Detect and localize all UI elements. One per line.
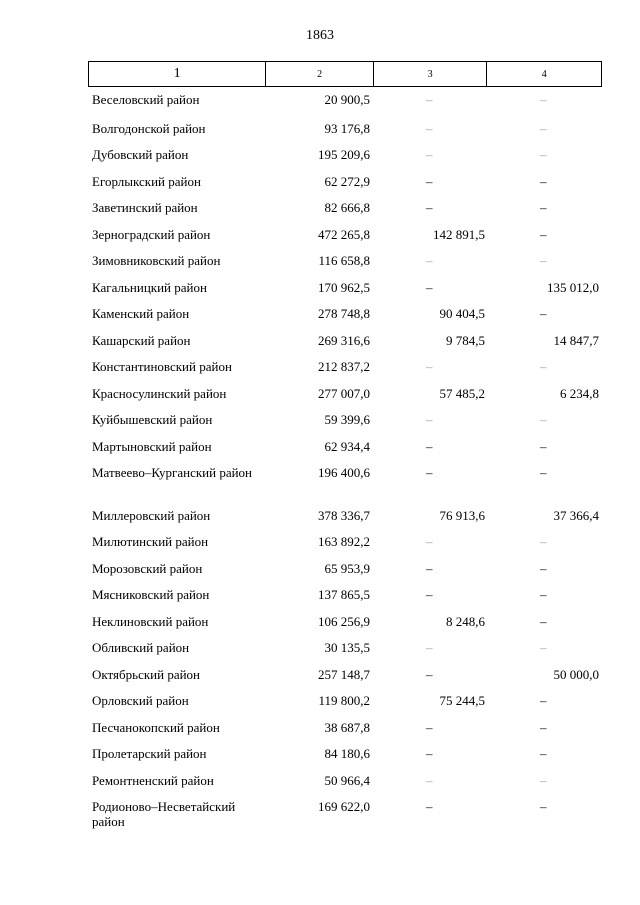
value-col-2: 277 007,0 [318,386,370,401]
value-col-3: – [426,746,433,761]
value-col-3: – [426,359,433,374]
district-name: Кагальницкий район [92,280,207,295]
value-col-2: 50 966,4 [324,773,370,788]
value-col-3: – [426,412,433,427]
header-col-2: 2 [266,62,374,86]
value-col-3: 142 891,5 [433,227,485,242]
district-name: Милютинский район [92,534,209,549]
value-col-4: – [540,587,547,602]
district-name: Зерноградский район [92,227,211,242]
value-col-3: – [426,561,433,576]
value-col-2: 20 900,5 [324,92,370,107]
value-col-4: – [540,614,547,629]
district-name: Каменский район [92,306,190,321]
value-col-2: 472 265,8 [318,227,370,242]
page-number: 1863 [306,28,334,43]
district-name: Орловский район [92,693,189,708]
value-col-3: 90 404,5 [439,306,485,321]
district-name: Песчанокопский район [92,720,220,735]
value-col-3: – [426,465,433,480]
value-col-3: 76 913,6 [439,508,485,523]
value-col-4: – [540,253,547,268]
value-col-4: – [540,693,547,708]
value-col-3: – [426,799,433,814]
district-name: Родионово–Несветайский район [92,799,236,829]
value-col-2: 82 666,8 [324,200,370,215]
district-name: Пролетарский район [92,746,207,761]
value-col-2: 38 687,8 [324,720,370,735]
value-col-4: 6 234,8 [560,386,599,401]
value-col-2: 30 135,5 [324,640,370,655]
district-name: Октябрьский район [92,667,200,682]
value-col-3: 8 248,6 [446,614,485,629]
district-name: Мартыновский район [92,439,212,454]
value-col-4: 135 012,0 [547,280,599,295]
value-col-2: 212 837,2 [318,359,370,374]
value-col-3: – [426,667,433,682]
value-col-4: – [540,746,547,761]
district-name: Неклиновский район [92,614,209,629]
district-name: Волгодонской район [92,121,206,136]
district-name: Ремонтненский район [92,773,214,788]
value-col-2: 170 962,5 [318,280,370,295]
value-col-2: 59 399,6 [324,412,370,427]
value-col-2: 269 316,6 [318,333,370,348]
value-col-4: – [540,121,547,136]
district-name: Красносулинский район [92,386,227,401]
header-col-3: 3 [374,62,488,86]
value-col-4: – [540,561,547,576]
value-col-2: 163 892,2 [318,534,370,549]
value-col-3: – [426,720,433,735]
value-col-4: – [540,465,547,480]
value-col-3: – [426,439,433,454]
value-col-4: – [540,799,547,814]
value-col-3: 75 244,5 [439,693,485,708]
value-col-3: 9 784,5 [446,333,485,348]
value-col-2: 195 209,6 [318,147,370,162]
value-col-3: – [426,534,433,549]
value-col-2: 137 865,5 [318,587,370,602]
district-name: Миллеровский район [92,508,211,523]
value-col-3: – [426,174,433,189]
value-col-2: 116 658,8 [318,253,370,268]
district-name: Константиновский район [92,359,232,374]
value-col-4: 50 000,0 [553,667,599,682]
value-col-3: – [426,773,433,788]
value-col-4: – [540,439,547,454]
district-name: Дубовский район [92,147,189,162]
value-col-2: 196 400,6 [318,465,370,480]
value-col-4: 14 847,7 [553,333,599,348]
value-col-3: – [426,92,433,107]
value-col-3: – [426,253,433,268]
district-name: Куйбышевский район [92,412,213,427]
header-col-4: 4 [541,68,547,80]
value-col-3: – [426,147,433,162]
value-col-4: – [540,306,547,321]
value-col-3: – [426,280,433,295]
value-col-2: 62 272,9 [324,174,370,189]
value-col-2: 106 256,9 [318,614,370,629]
district-name: Заветинский район [92,200,198,215]
value-col-3: – [426,587,433,602]
table-header [88,61,602,87]
value-col-4: – [540,640,547,655]
value-col-2: 84 180,6 [324,746,370,761]
value-col-3: – [426,121,433,136]
value-col-4: – [540,534,547,549]
value-col-4: – [540,720,547,735]
value-col-2: 278 748,8 [318,306,370,321]
value-col-4: – [540,773,547,788]
value-col-4: – [540,412,547,427]
value-col-4: – [540,200,547,215]
value-col-2: 257 148,7 [318,667,370,682]
value-col-4: – [540,227,547,242]
header-col-1: 1 [89,62,266,86]
district-name: Кашарский район [92,333,191,348]
value-col-2: 169 622,0 [318,799,370,814]
value-col-4: 37 366,4 [553,508,599,523]
district-name: Егорлыкский район [92,174,201,189]
value-col-2: 62 934,4 [324,439,370,454]
district-name: Морозовский район [92,561,203,576]
value-col-3: 57 485,2 [439,386,485,401]
value-col-2: 93 176,8 [324,121,370,136]
district-name: Мясниковский район [92,587,210,602]
value-col-3: – [426,200,433,215]
value-col-2: 378 336,7 [318,508,370,523]
value-col-2: 65 953,9 [324,561,370,576]
value-col-3: – [426,640,433,655]
value-col-2: 119 800,2 [318,693,370,708]
district-name: Веселовский район [92,92,200,107]
value-col-4: – [540,174,547,189]
value-col-4: – [540,92,547,107]
value-col-4: – [540,359,547,374]
district-name: Матвеево–Курганский район [92,465,253,480]
value-col-4: – [540,147,547,162]
district-name: Обливский район [92,640,190,655]
district-name: Зимовниковский район [92,253,221,268]
